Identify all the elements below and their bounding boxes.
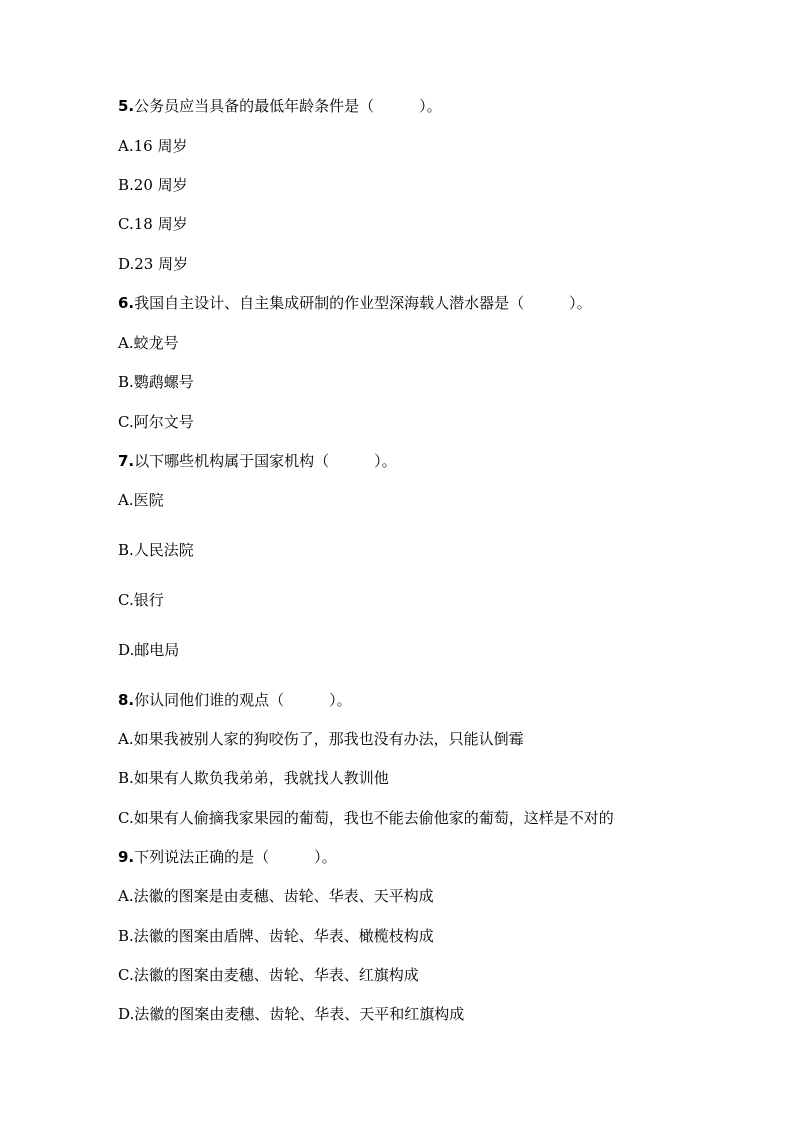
q5-option-d: D.23 周岁: [118, 255, 189, 273]
question-number: 6.: [118, 294, 135, 312]
q7-option-c: C.银行: [118, 591, 164, 609]
q8-option-a: A.如果我被别人家的狗咬伤了，那我也没有办法，只能认倒霉: [118, 730, 524, 748]
q9-option-a: A.法徽的图案是由麦穗、齿轮、华表、天平构成: [118, 887, 434, 905]
q5-option-a: A.16 周岁: [118, 137, 188, 155]
question-5-stem: [118, 96, 442, 116]
question-number: 8.: [118, 691, 135, 709]
q8-option-b: B.如果有人欺负我弟弟，我就找人教训他: [118, 769, 389, 787]
q8-option-c: C.如果有人偷摘我家果园的葡萄，我也不能去偷他家的葡萄，这样是不对的: [118, 809, 614, 827]
question-number: 7.: [118, 452, 135, 470]
q9-option-b: B.法徽的图案由盾牌、齿轮、华表、橄榄枝构成: [118, 927, 434, 945]
q7-option-d: D.邮电局: [118, 641, 180, 659]
q7-option-b: B.人民法院: [118, 541, 194, 559]
question-text: 你认同他们谁的观点（ ）。: [134, 691, 352, 709]
question-6-stem: [118, 293, 592, 313]
question-text: 公务员应当具备的最低年龄条件是（ ）。: [134, 97, 442, 115]
q5-option-b: B.20 周岁: [118, 176, 188, 194]
question-number: 9.: [118, 848, 135, 866]
q9-option-d: D.法徽的图案由麦穗、齿轮、华表、天平和红旗构成: [118, 1005, 465, 1023]
q6-option-c: C.阿尔文号: [118, 413, 194, 431]
question-number: 5.: [118, 97, 135, 115]
question-text: 以下哪些机构属于国家机构（ ）。: [134, 452, 397, 470]
q6-option-b: B.鹦鹉螺号: [118, 373, 194, 391]
q5-option-c: C.18 周岁: [118, 215, 188, 233]
q7-option-a: A.医院: [118, 491, 164, 509]
q6-option-a: A.蛟龙号: [118, 334, 179, 352]
question-9-stem: [118, 847, 337, 867]
question-7-stem: [118, 451, 397, 471]
question-text: 下列说法正确的是（ ）。: [134, 848, 337, 866]
q9-option-c: C.法徽的图案由麦穗、齿轮、华表、红旗构成: [118, 966, 419, 984]
question-8-stem: [118, 690, 352, 710]
question-text: 我国自主设计、自主集成研制的作业型深海载人潜水器是（ ）。: [134, 294, 592, 312]
